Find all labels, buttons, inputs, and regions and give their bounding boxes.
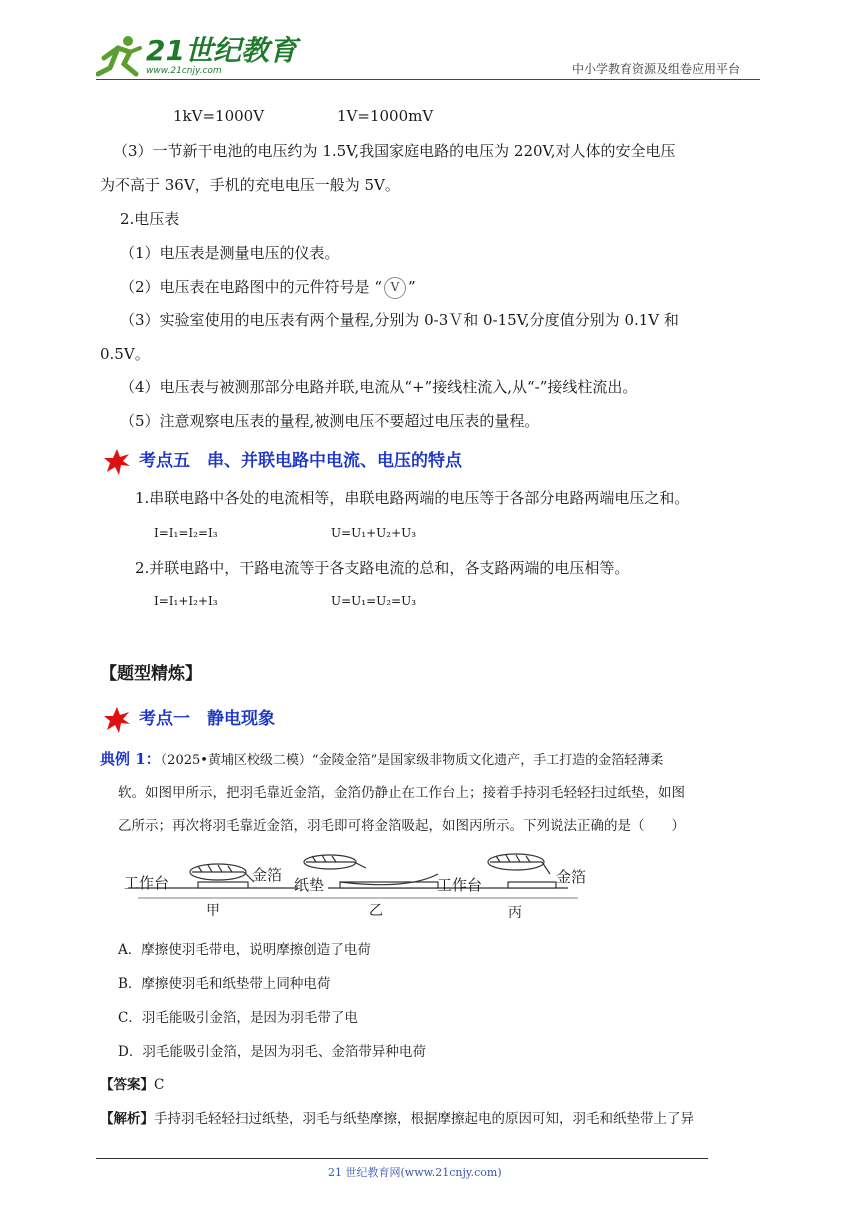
unit-conversion-kv: 1kV=1000V [173,107,265,125]
logo-text: 21世纪教育 [146,34,297,67]
voltmeter-symbol-icon: V [384,277,406,299]
figure-label-table-3: 工作台 [437,876,483,894]
option-c: C．羽毛能吸引金箔，是因为羽毛带了电 [118,1010,358,1026]
series-voltage-formula: U=U₁+U₂+U₃ [331,526,417,540]
voltmeter-point4: （4）电压表与被测那部分电路并联,电流从“+”接线柱流入,从“-”接线柱流出。 [120,378,638,396]
voltage-facts-line2: 为不高于 36V，手机的充电电压一般为 5V。 [100,176,400,194]
example-label: 典例 1： [100,750,161,768]
analysis-line [100,1109,694,1129]
voltage-facts-line1: （3）一节新干电池的电压约为 1.5V,我国家庭电路的电压为 220V,对人体的安全电压 [113,142,676,160]
voltmeter-point5: （5）注意观察电压表的量程,被测电压不要超过电压表的量程。 [120,412,540,430]
voltmeter-point2-close: ” [407,278,416,296]
red-star-icon [104,707,130,733]
analysis-text: 手持羽毛轻轻扫过纸垫，羽毛与纸垫摩擦，根据摩擦起电的原因可知，羽毛和纸垫带上了异 [154,1111,694,1127]
footer-rule [96,1158,708,1159]
figure-caption-jia: 甲 [206,903,220,919]
logo-url: www.21cnjy.com [146,66,222,76]
topic1-title: 考点一 静电现象 [139,709,275,729]
red-star-icon [104,449,130,475]
answer-line [100,1075,164,1095]
practice-heading: 【题型精炼】 [100,664,202,684]
voltmeter-point3-line1: （3）实验室使用的电压表有两个量程,分别为 0-3Ｖ和 0-15V,分度值分别为 0.1V 和 [120,311,679,329]
example-line1 [100,749,663,771]
example-question-line3: 乙所示；再次将羽毛靠近金箔，羽毛即可将金箔吸起，如图丙所示。下列说法正确的是（ ） [118,818,685,834]
platform-name: 中小学教育资源及组卷应用平台 [572,62,741,76]
parallel-voltage-formula: U=U₁=U₂=U₃ [331,594,417,608]
option-a: A．摩擦使羽毛带电，说明摩擦创造了电荷 [118,942,371,958]
figure-label-table-1: 工作台 [124,874,170,892]
figure-label-foil-3: 金箔 [556,868,587,886]
series-circuit-rule: 1.串联电路中各处的电流相等，串联电路两端的电压等于各部分电路两端电压之和。 [135,489,690,507]
figure-caption-bing: 丙 [508,905,522,921]
series-current-formula: I=I₁=I₂=I₃ [154,526,218,540]
answer-label: 【答案】 [100,1077,154,1093]
header-rule [96,79,760,80]
analysis-label: 【解析】 [100,1111,154,1127]
example-question-line1: （2025•黄埔区校级二模）“金陵金箔”是国家级非物质文化遗产，手工打造的金箔轻薄柔 [160,753,664,768]
section5-title: 考点五 串、并联电路中电流、电压的特点 [139,451,462,471]
running-man-logo-icon [96,34,144,78]
section-voltmeter-heading: 2.电压表 [120,210,180,228]
figure-label-foil-1: 金箔 [252,866,283,884]
voltmeter-point3-line2: 0.5V。 [100,345,150,363]
footer-text: 21 世纪教育网(www.21cnjy.com) [328,1166,502,1179]
parallel-current-formula: I=I₁+I₂+I₃ [154,594,218,608]
figure-label-pad: 纸垫 [294,876,325,894]
voltmeter-point2 [120,277,416,299]
option-d: D．羽毛能吸引金箔，是因为羽毛、金箔带异种电荷 [118,1044,426,1060]
figure-drawing [118,848,598,924]
option-b: B．摩擦使羽毛和纸垫带上同种电荷 [118,976,331,992]
example-question-line2: 软。如图甲所示，把羽毛靠近金箔，金箔仍静止在工作台上；接着手持羽毛轻轻扫过纸垫，如图 [118,785,685,801]
voltmeter-point1: （1）电压表是测量电压的仪表。 [120,244,340,262]
unit-conversion-mv: 1V=1000mV [337,107,434,125]
parallel-circuit-rule: 2.并联电路中，干路电流等于各支路电流的总和，各支路两端的电压相等。 [135,559,630,577]
answer-value: C [154,1077,165,1093]
voltmeter-point2-text: （2）电压表在电路图中的元件符号是 “ [120,278,382,296]
figure-caption-yi: 乙 [369,903,383,919]
